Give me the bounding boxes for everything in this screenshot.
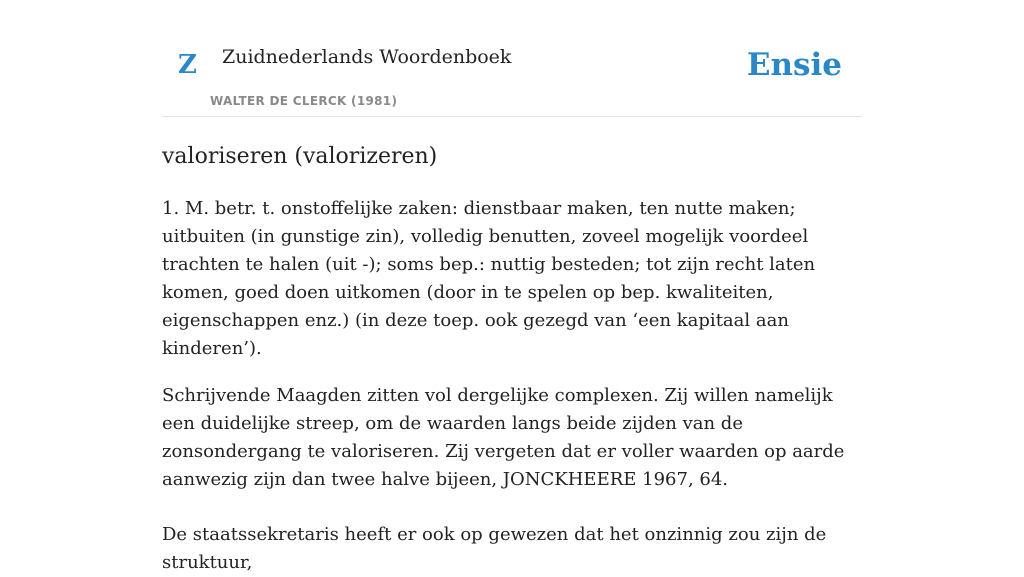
- citation-paragraph-2: De staatssekretaris heeft er ook op gewezen dat het onzinnig zou zijn de struktuur,: [162, 523, 827, 573]
- book-title-link[interactable]: Zuidnederlands Woordenboek: [222, 46, 512, 68]
- book-author: WALTER DE CLERCK (1981): [210, 94, 398, 108]
- ensie-logo-link[interactable]: Ensie: [746, 47, 842, 83]
- citation-paragraph: Schrijvende Maagden zitten vol dergelijke complexen. Zij willen namelijk een duidelijke streep, om de waarden langs beide zijden van de zonsondergang te valoriseren. Zij vergeten dat er voller waarden op aarde aanwezig zijn dan twee halve bijeen, JONCKHEERE 1967, 64.: [162, 384, 845, 490]
- header: [162, 0, 862, 117]
- entry-title: valoriseren (valorizeren): [162, 144, 438, 169]
- book-letter-icon[interactable]: Z: [178, 50, 197, 80]
- content-column: [162, 0, 862, 577]
- definition-paragraph: 1. M. betr. t. onstoffelijke zaken: dienstbaar maken, ten nutte maken; uitbuiten (in gunstige zin), volledig benutten, zoveel mogelijk voordeel trachten te halen (uit -); soms bep.: nuttig besteden; tot zijn recht laten komen, goed doen uitkomen (door in te spelen op bep. kwaliteiten, eigenschappen enz.) (in deze toep. ook gezegd van ‘een kapitaal aan kinderen’).: [162, 197, 816, 359]
